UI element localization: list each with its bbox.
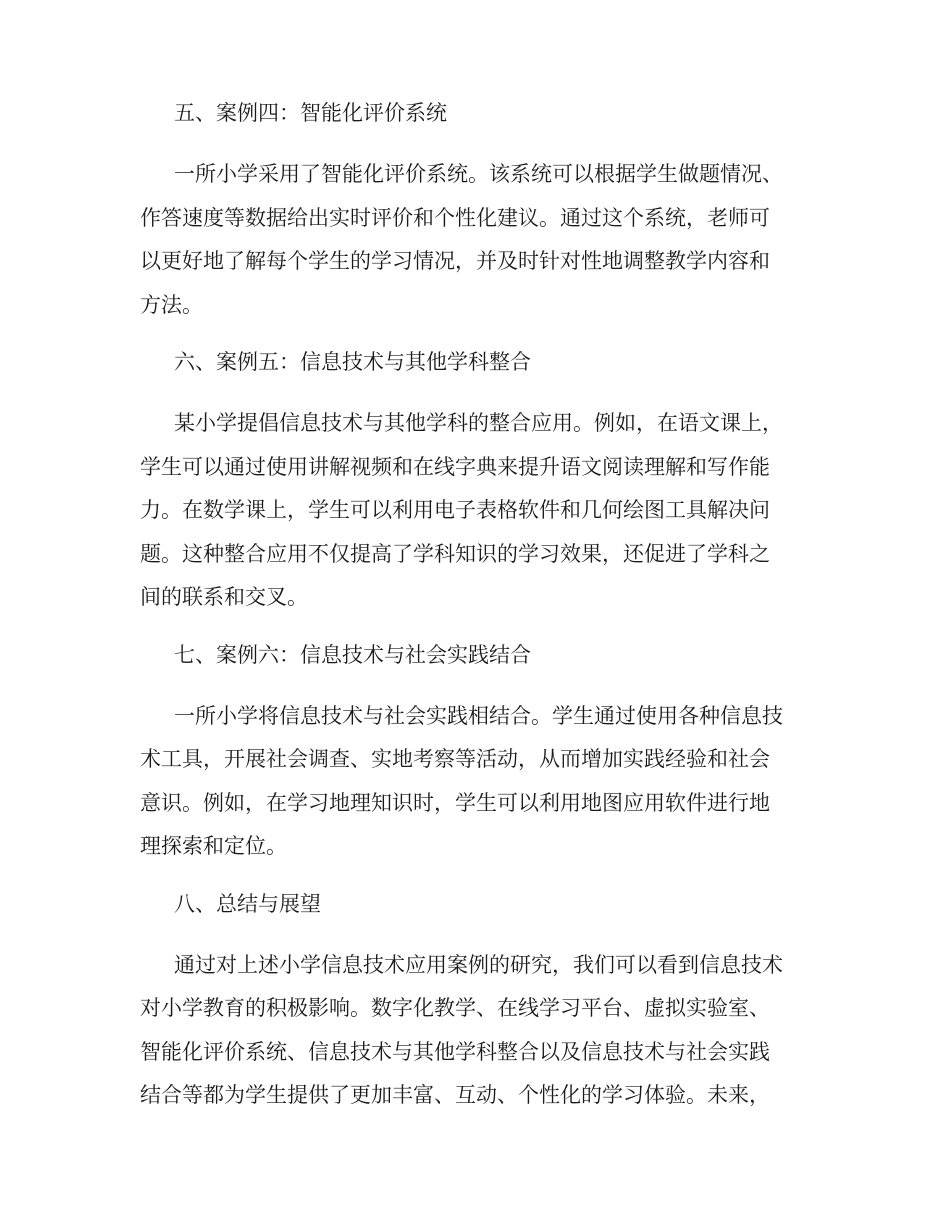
section-paragraph-summary (140, 944, 810, 1118)
section-heading-summary: 八、总结与展望 (174, 891, 321, 916)
paragraph-line: 理探索和定位。 (140, 834, 287, 858)
paragraph-line: 题。这种整合应用不仅提高了学科知识的学习效果，还促进了学科之 (140, 541, 770, 566)
paragraph-line: 结合等都为学生提供了更加丰富、互动、个性化的学习体验。未来， (140, 1083, 770, 1107)
paragraph-line: 力。在数学课上，学生可以利用电子表格软件和几何绘图工具解决问 (140, 498, 770, 522)
paragraph-line: 学生可以通过使用讲解视频和在线字典来提升语文阅读理解和写作能 (140, 454, 770, 479)
paragraph-line: 术工具，开展社会调查、实地考察等活动，从而增加实践经验和社会 (140, 747, 770, 771)
paragraph-line: 智能化评价系统、信息技术与其他学科整合以及信息技术与社会实践 (140, 1039, 770, 1064)
document-body (140, 98, 810, 1138)
section-heading-case-five: 六、案例五：信息技术与其他学科整合 (174, 350, 531, 374)
paragraph-line: 某小学提倡信息技术与其他学科的整合应用。例如，在语文课上， (174, 411, 783, 435)
section-paragraph-case-four (140, 153, 810, 327)
paragraph-line: 通过对上述小学信息技术应用案例的研究，我们可以看到信息技术 (174, 952, 783, 977)
paragraph-line: 作答速度等数据给出实时评价和个性化建议。通过这个系统，老师可 (140, 205, 770, 230)
paragraph-line: 一所小学采用了智能化评价系统。该系统可以根据学生做题情况、 (174, 162, 783, 186)
section-paragraph-case-six (140, 695, 810, 869)
section-heading-case-four: 五、案例四：智能化评价系统 (174, 101, 447, 125)
paragraph-line: 一所小学将信息技术与社会实践相结合。学生通过使用各种信息技 (174, 703, 783, 728)
paragraph-line: 意识。例如，在学习地理知识时，学生可以利用地图应用软件进行地 (140, 790, 770, 815)
paragraph-line: 以更好地了解每个学生的学习情况，并及时针对性地调整教学内容和 (140, 249, 770, 273)
paragraph-line: 间的联系和交叉。 (140, 585, 308, 609)
paragraph-line: 对小学教育的积极影响。数字化教学、在线学习平台、虚拟实验室、 (140, 996, 770, 1020)
paragraph-line: 方法。 (140, 292, 203, 317)
section-heading-case-six: 七、案例六：信息技术与社会实践结合 (174, 642, 531, 667)
section-paragraph-case-five (140, 402, 810, 620)
